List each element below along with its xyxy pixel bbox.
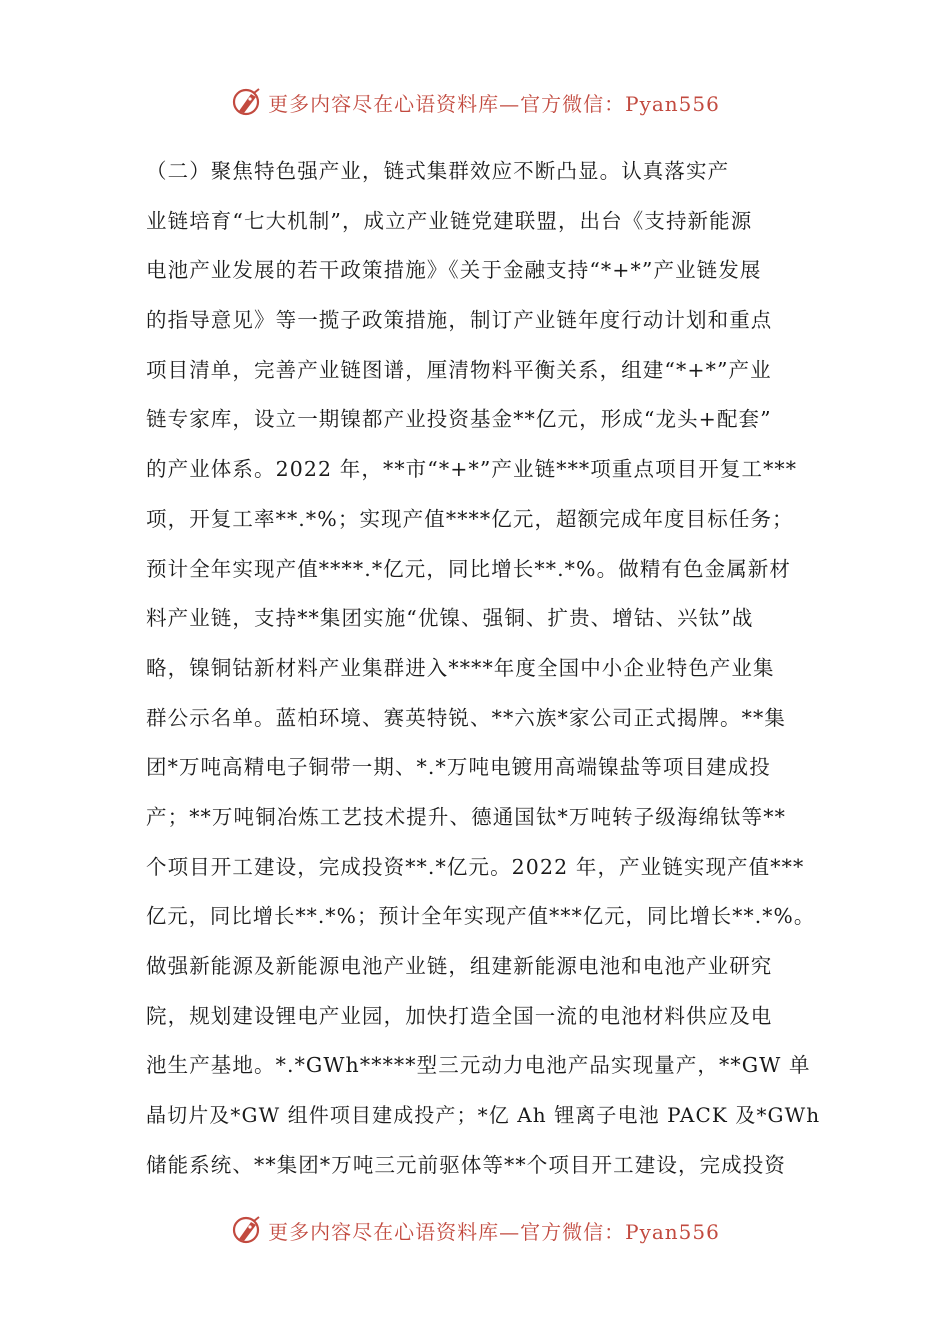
- pen-nib-logo-icon: [230, 85, 264, 119]
- text-line: （二）聚焦特色强产业，链式集群效应不断凸显。认真落实产: [146, 159, 730, 183]
- footer-banner: [0, 1210, 950, 1250]
- text-line: 的指导意见》等一揽子政策措施，制订产业链年度行动计划和重点: [146, 308, 773, 333]
- text-line: 电池产业发展的若干政策措施》《关于金融支持“*+*”产业链发展: [146, 258, 762, 283]
- text-line: 预计全年实现产值****.*亿元，同比增长**.*%。做精有色金属新材: [146, 556, 792, 581]
- text-line: 业链培育“七大机制”，成立产业链党建联盟，出台《支持新能源: [146, 208, 753, 233]
- header-banner-text: 更多内容尽在心语资料库—官方微信：Pyan556: [268, 91, 720, 116]
- text-line: 院，规划建设锂电产业园，加快打造全国一流的电池材料供应及电: [146, 1003, 773, 1028]
- text-line: 晶切片及*GW 组件项目建成投产；*亿 Ah 锂离子电池 PACK 及*GWh: [146, 1103, 821, 1128]
- text-line: 产；**万吨铜冶炼工艺技术提升、德通国钛*万吨转子级海绵钛等**: [146, 804, 786, 829]
- text-line: 链专家库，设立一期镍都产业投资基金**亿元，形成“龙头+配套”: [146, 407, 772, 432]
- text-line: 项目清单，完善产业链图谱，厘清物料平衡关系，组建“*+*”产业: [146, 357, 772, 382]
- footer-banner-text: 更多内容尽在心语资料库—官方微信：Pyan556: [268, 1219, 720, 1244]
- text-line: 略，镍铜钴新材料产业集群进入****年度全国中小企业特色产业集: [146, 655, 775, 680]
- text-line: 群公示名单。蓝柏环境、赛英特锐、**六族*家公司正式揭牌。**集: [146, 705, 786, 730]
- text-line: 团*万吨高精电子铜带一期、*.*万吨电镀用高端镍盐等项目建成投: [146, 755, 771, 780]
- header-banner: [0, 82, 950, 122]
- pen-nib-logo-icon: [230, 1213, 264, 1247]
- text-line: 池生产基地。*.*GWh*****型三元动力电池产品实现量产，**GW 单: [146, 1053, 811, 1078]
- text-line: 项，开复工率**.*%；实现产值****亿元，超额完成年度目标任务；: [146, 506, 794, 531]
- text-line: 亿元，同比增长**.*%；预计全年实现产值***亿元，同比增长**.*%。: [146, 904, 816, 929]
- document-body: [146, 147, 822, 1190]
- text-line: 料产业链，支持**集团实施“优镍、强铜、扩贵、增钴、兴钛”战: [146, 606, 754, 631]
- text-line: 个项目开工建设，完成投资**.*亿元。2022 年，产业链实现产值***: [146, 854, 805, 879]
- text-line: 做强新能源及新能源电池产业链，组建新能源电池和电池产业研究: [146, 954, 773, 978]
- text-line: 储能系统、**集团*万吨三元前驱体等**个项目开工建设，完成投资: [146, 1152, 786, 1177]
- text-line: 的产业体系。2022 年，**市“*+*”产业链***项重点项目开复工***: [146, 457, 798, 482]
